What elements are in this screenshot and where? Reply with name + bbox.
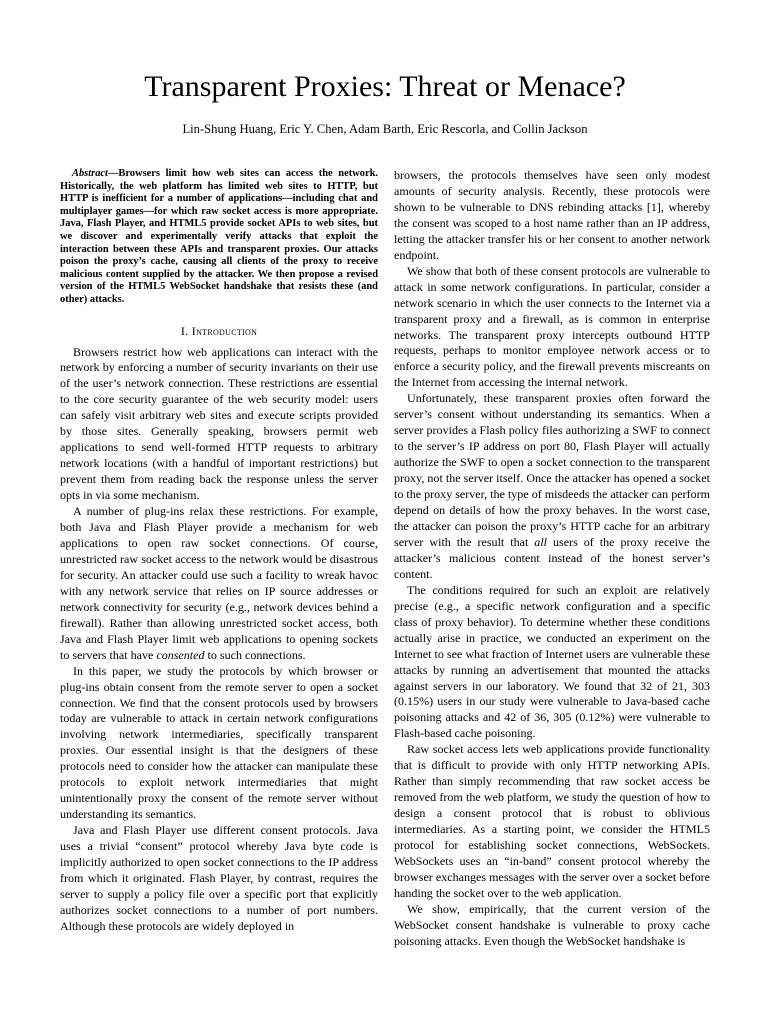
author-list: Lin-Shung Huang, Eric Y. Chen, Adam Barth, Eric Rescorla, and Collin Jackson: [182, 122, 588, 136]
paragraph-intro-4: Java and Flash Player use different consent protocols. Java uses a trivial “consent” protocol whereby Java byte code is implicitly authorized to open socket connections to the IP address from which it originated. Flash Player, by contrast, requires the server to supply a policy file over a specific port that explicitly authorizes socket connections to a number of port numbers. Although these protocols are widely deployed in: [60, 823, 378, 933]
paragraph-text: to such connections.: [204, 647, 306, 662]
paragraph-text: A number of plug-ins relax these restrictions. For example, both Java and Flash Player provide a mechanism for web applications to open raw socket connections. Of course, unrestricted raw socket access to the network would be disastrous for security. An attacker could use such a facility to wreak havoc with any network service that relies on IP source addresses or network connectivity for security (e.g., network devices behind a firewall). Rather than allowing unrestricted socket access, both Java and Flash Player limit web applications to opening sockets to servers that have: [60, 504, 378, 662]
paragraph-intro-3: In this paper, we study the protocols by which browser or plug-ins obtain consent from the remote server to open a socket connection. We find that the consent protocols used by browsers today are vulnerable to attack in certain network configurations involving network intermediaries, specifically transparent proxies. Our essential insight is that the designers of these protocols need to consider how the attacker can manipulate these protocols to exploit network intermediaries that might unintentionally proxy the consent of the remote server without understanding its semantics.: [60, 663, 378, 822]
two-column-body: [60, 168, 710, 950]
paragraph-text: Unfortunately, these transparent proxies often forward the server’s consent without understanding its semantics. When a server provides a Flash policy files authorizing a SWF to connect to the server’s IP address on port: [394, 391, 710, 454]
paragraph-intro-1: Browsers restrict how web applications can interact with the network by enforcing a number of security invariants on their use of the user’s network connection. These restrictions are essential to the core security guarantee of the web security model: users can safely visit arbitrary web sites and execute scripts provided by those sites. Generally speaking, browsers permit web applications to send well-formed HTTP requests to arbitrary network locations (with a handful of important restrictions) but prevent them from reading back the response unless the server opts in via some mechanism.: [60, 344, 378, 503]
section-number: I.: [180, 323, 189, 338]
section-heading-introduction: [60, 323, 378, 339]
paragraph-text: , Flash Player will actually authorize the SWF to open a socket connection to the transparent proxy, not the server itself. Once the attacker has opened a socket to the proxy server, the type of misdeeds the attacker can perform depend on details of how the proxy behaves. In the worst case, the attacker can poison the proxy’s HTTP cache for an arbitrary server with the result that: [394, 439, 710, 549]
paragraph-text: were vulnerable to Flash-based cache poisoning.: [394, 710, 710, 741]
abstract-label: Abstract: [72, 168, 108, 179]
paragraph-experiment: [394, 583, 710, 743]
stat-value: (0.15%): [394, 694, 434, 709]
stat-value: 21, 303: [672, 678, 711, 693]
paragraph-text: of: [516, 710, 535, 725]
abstract: [60, 168, 378, 307]
paragraph-text: users in our study were vulnerable to Java-based cache poisoning attacks and: [394, 694, 710, 725]
stat-value: 42: [504, 710, 517, 725]
paragraph-websocket: We show, empirically, that the current version of the WebSocket consent handshake is vulnerable to proxy cache poisoning attacks. Even though the WebSocket handshake is: [394, 901, 710, 948]
paragraph-transparent-proxies: [394, 391, 710, 582]
stat-value: 32: [640, 678, 653, 693]
paragraph-consent-vulnerable: We show that both of these consent protocols are vulnerable to attack in some network configurations. In particular, consider a network scenario in which the user connects to the Internet via a transparent proxy and a firewall, as is common in enterprise networks. The transparent proxy intercepts outbound HTTP requests, perhaps to monitor employee network access or to enforce a security policy, and the firewall prevents miscreants on the Internet from accessing the internal network.: [394, 263, 710, 390]
emphasis-all: all: [534, 534, 548, 549]
paragraph-continued: browsers, the protocols themselves have seen only modest amounts of security analysis. Recently, these protocols were shown to be vulnerable to DNS rebinding attacks [1], whereby the consent was scoped to a host name rather than an IP address, letting the attacker transfer his or her consent to another network endpoint.: [394, 168, 710, 262]
paragraph-text: of: [652, 678, 672, 693]
paragraph-intro-2: [60, 504, 378, 664]
stat-value: 36, 305: [534, 710, 572, 725]
section-title: Introduction: [191, 323, 258, 338]
left-column: [60, 168, 378, 950]
paragraph-raw-socket: Raw socket access lets web applications provide functionality that is difficult to provide with only HTTP networking APIs. Rather than simply recommending that raw socket access be removed from the web platform, we study the question of how to design a consent protocol that is robust to oblivious intermediaries. As a starting point, we consider the HTML5 protocol for establishing socket connections, WebSockets. WebSockets uses an “in-band” consent protocol whereby the browser exchanges messages with the server over a socket before handing the socket over to the web application.: [394, 742, 710, 900]
paragraph-text: users of the proxy receive the attacker’s malicious content instead of the honest server’s content.: [394, 534, 710, 581]
abstract-text: —Browsers limit how web sites can access the network. Historically, the web platform has limited web sites to HTTP, but HTTP is inefficient for a number of applications—including chat and multiplayer games—for which raw socket access is more appropriate. Java, Flash Player, and HTML5 provide socket APIs to web sites, but we discover and experimentally verify attacks that exploit the interaction between these APIs and transparent proxies. Our attacks poison the proxy’s cache, causing all clients of the proxy to receive malicious content supplied by the attacker. We then propose a revised version of the HTML5 WebSocket handshake that resists these (and other) attacks.: [60, 168, 378, 305]
port-number: 80: [563, 439, 577, 454]
paragraph-text: The conditions required for such an exploit are relatively precise (e.g., a specific network configuration and a specific class of proxy behavior). To determine whether these conditions actually arise in practice, we conducted an experiment on the Internet to see what fraction of Internet users are vulnerable these attacks by running an advertisement that mounted the attacks against servers in our laboratory. We found that: [394, 582, 710, 693]
emphasis-consented: consented: [156, 647, 205, 662]
right-column: [394, 168, 710, 950]
stat-value: (0.12%): [575, 710, 615, 725]
paper-title: Transparent Proxies: Threat or Menace?: [144, 70, 626, 103]
